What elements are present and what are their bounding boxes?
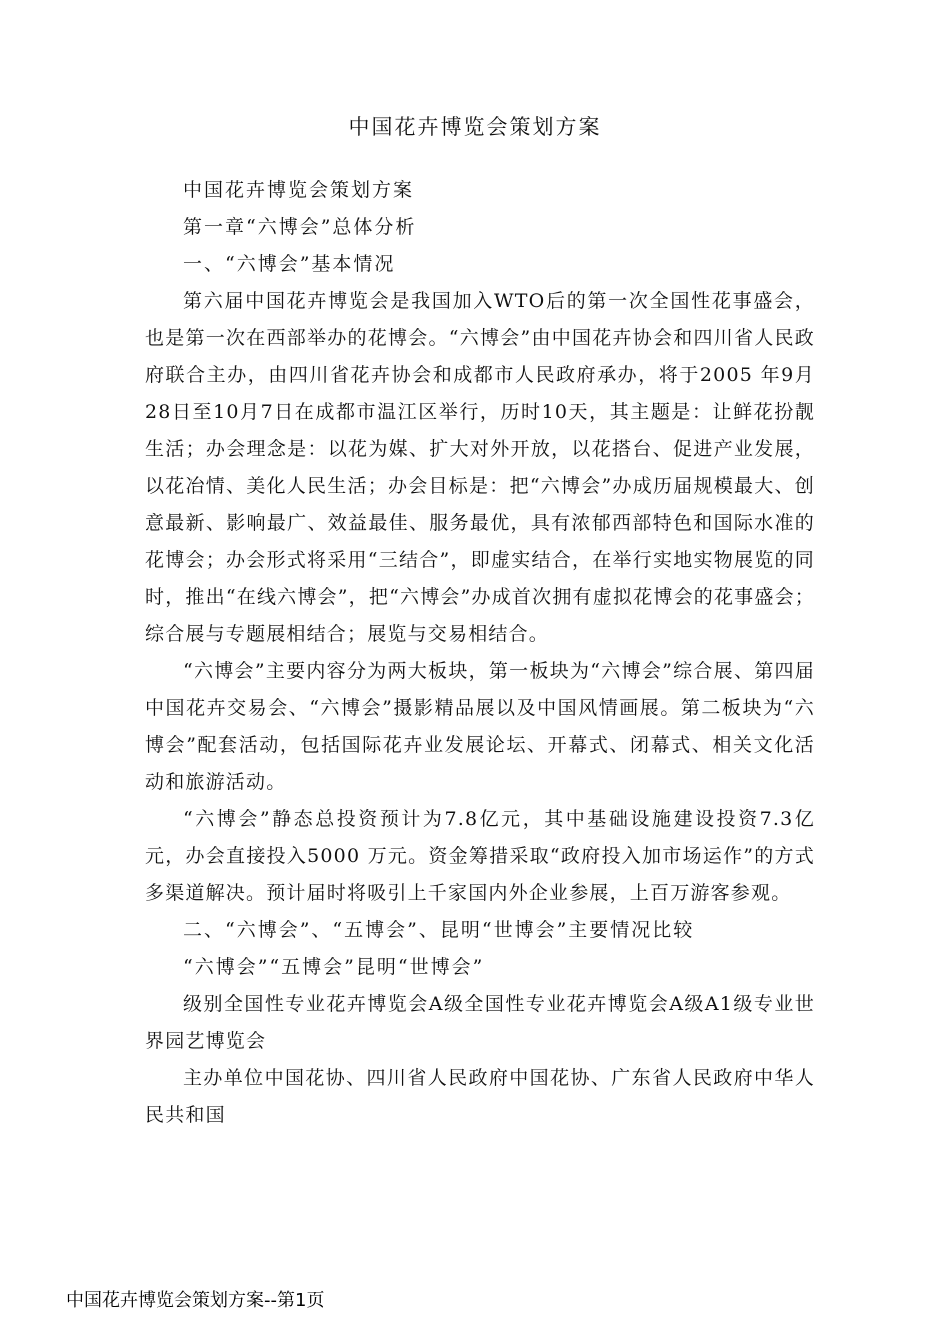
comparison-row-organizer: 主办单位中国花协、四川省人民政府中国花协、广东省人民政府中华人民共和国 [145, 1067, 815, 1126]
paragraph-investment: “六博会”静态总投资预计为7.8亿元，其中基础设施建设投资7.3亿元，办会直接投入5000 万元。资金筹措采取“政府投入加市场运作”的方式多渠道解决。预计届时将吸引上千家国内外企业参展，上百万游客参观。 [145, 808, 815, 904]
comparison-row-level: 级别全国性专业花卉博览会A级全国性专业花卉博览会A级A1级专业世界园艺博览会 [145, 993, 815, 1052]
repeated-title-line: 中国花卉博览会策划方案 [183, 179, 415, 201]
paragraph-main-content: “六博会”主要内容分为两大板块，第一板块为“六博会”综合展、第四届中国花卉交易会、“六博会”摄影精品展以及中国风情画展。第二板块为“六博会”配套活动，包括国际花卉业发展论坛、开幕式、闭幕式、相关文化活动和旅游活动。 [145, 660, 815, 793]
comparison-header-row: “六博会”“五博会”昆明“世博会” [183, 956, 485, 978]
section-heading-comparison: 二、“六博会”、“五博会”、昆明“世博会”主要情况比较 [183, 919, 695, 941]
page-title: 中国花卉博览会策划方案 [348, 115, 602, 139]
page-footer: 中国花卉博览会策划方案--第1页 [66, 1290, 325, 1311]
chapter-heading: 第一章“六博会”总体分析 [183, 216, 417, 238]
section-heading-basic-info: 一、“六博会”基本情况 [183, 253, 396, 275]
paragraph-overview: 第六届中国花卉博览会是我国加入WTO后的第一次全国性花事盛会，也是第一次在西部举办的花博会。“六博会”由中国花卉协会和四川省人民政府联合主办，由四川省花卉协会和成都市人民政府承办，将于2005 年9月28日至10月7日在成都市温江区举行，历时10天，其主题是：让鲜花扮靓生活；办会理念是：以花为媒、扩大对外开放，以花搭台、促进产业发展，以花冶情、美化人民生活；办会目标是：把“六博会”办成历届规模最大、创意最新、影响最广、效益最佳、服务最优，具有浓郁西部特色和国际水准的花博会；办会形式将采用“三结合”，即虚实结合，在举行实地实物展览的同时，推出“在线六博会”，把“六博会”办成首次拥有虚拟花博会的花事盛会；综合展与专题展相结合；展览与交易相结合。 [145, 290, 815, 645]
document-body [145, 172, 815, 1134]
